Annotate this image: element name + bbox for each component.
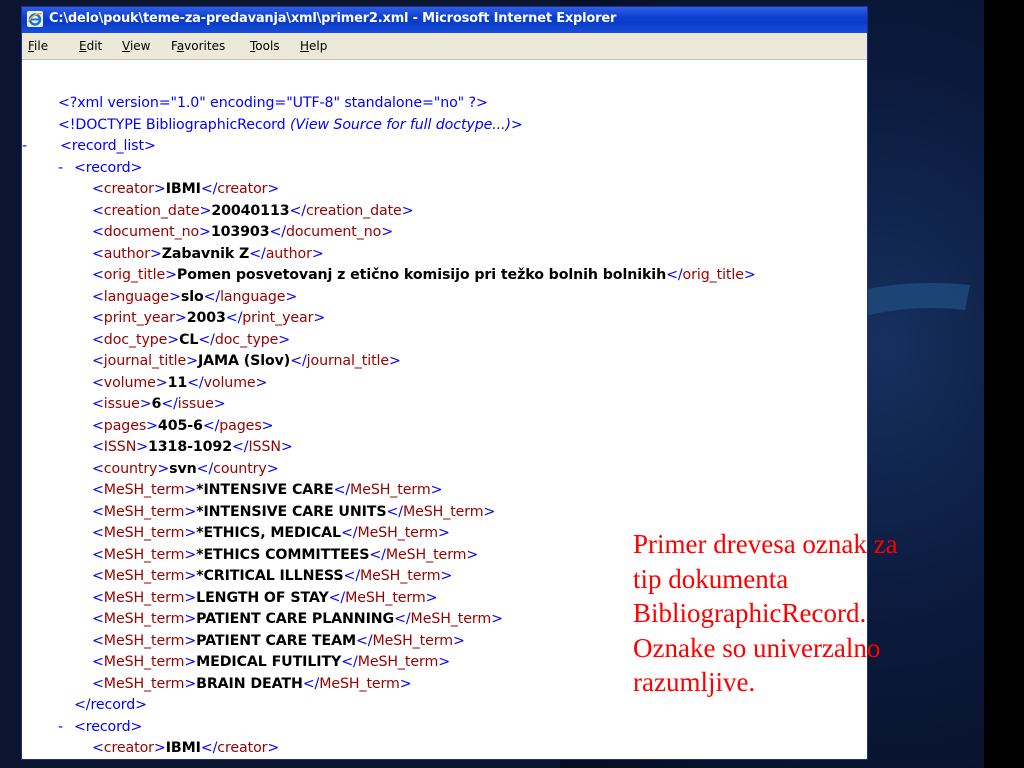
element-value: CL (179, 331, 199, 348)
xml-field-mesh-term: <MeSH_term>LENGTH OF STAY</MeSH_term> (92, 589, 438, 606)
element-value: PATIENT CARE TEAM (196, 632, 356, 649)
element-value: *ETHICS, MEDICAL (196, 525, 342, 541)
element-value: BRAIN DEATH (196, 675, 303, 692)
element-value: 2003 (186, 310, 226, 326)
collapse-toggle[interactable]: - (58, 159, 64, 176)
element-value: LENGTH OF STAY (196, 589, 329, 606)
xml-field-volume: <volume>11</volume> (92, 374, 268, 391)
menu-mnemonic: T (250, 39, 256, 53)
tag-name: orig_title (682, 267, 744, 283)
tag-name: creator (103, 740, 154, 756)
tag-name: orig_title (103, 267, 166, 283)
xml-field-doc-type: <doc_type>CL</doc_type> (92, 331, 291, 348)
tag-name: pages (103, 417, 147, 434)
tag-name: MeSH_term (319, 675, 400, 692)
caption-line: Oznake so univerzalno (633, 632, 881, 663)
window-title: C:\delo\pouk\teme-za-predavanja\xml\primer2.xml - Microsoft Internet Explorer (49, 11, 617, 26)
tag-name: print_year (103, 310, 175, 326)
element-value: 1318-1092 (148, 439, 232, 455)
tag-name: pages (219, 417, 262, 434)
tag-name: issue (177, 396, 214, 412)
tag-name: creation_date (305, 202, 402, 219)
tag-name: MeSH_term (103, 546, 185, 563)
element-value: Zabavnik Z (161, 245, 250, 262)
tag-name: volume (103, 374, 156, 391)
xml-field-mesh-term: <MeSH_term>MEDICAL FUTILITY</MeSH_term> (92, 654, 451, 670)
tag-name: MeSH_term (103, 525, 185, 541)
element-value: 11 (167, 374, 188, 391)
xml-field-creation-date: <creation_date>20040113</creation_date> (92, 202, 414, 219)
menu-item-tools[interactable]: Tools (250, 39, 280, 53)
xml-field-mesh-term: <MeSH_term>PATIENT CARE PLANNING</MeSH_term> (92, 611, 503, 627)
tag-name: doc_type (214, 331, 279, 348)
tag-name: MeSH_term (360, 568, 441, 584)
caption-line: razumljive. (633, 667, 756, 697)
menu-bar (22, 33, 867, 60)
xml-field-mesh-term: <MeSH_term>*ETHICS COMMITTEES</MeSH_term> (92, 546, 479, 563)
tag-name: MeSH_term (103, 503, 185, 520)
element-value: JAMA (Slov) (197, 353, 291, 369)
tag-name: creator (217, 740, 268, 756)
menu-mnemonic: F (28, 39, 35, 53)
element-value: IBMI (165, 740, 201, 756)
element-value: MEDICAL FUTILITY (196, 654, 342, 670)
menu-mnemonic: H (300, 39, 310, 53)
menu-item-favorites[interactable]: Favorites (171, 39, 226, 53)
tag-name: creator (103, 181, 154, 197)
tag-name: ISSN (248, 439, 281, 455)
tag-name: country (213, 460, 267, 477)
tag-name: creation_date (103, 202, 200, 219)
xml-field-print-year: <print_year>2003</print_year> (92, 310, 326, 326)
tag-name: MeSH_term (372, 632, 453, 649)
tag-name: MeSH_term (103, 632, 185, 649)
record-list-open[interactable]: <record_list> (60, 138, 156, 154)
xml-field-pages: <pages>405-6</pages> (92, 417, 274, 434)
tag-name: MeSH_term (345, 589, 426, 606)
tag-name: language (103, 288, 170, 305)
xml-field-mesh-term: <MeSH_term>*INTENSIVE CARE</MeSH_term> (92, 482, 443, 498)
element-value: 405-6 (157, 417, 203, 434)
element-value: 103903 (210, 224, 270, 240)
xml-doctype: <!DOCTYPE BibliographicRecord (View Source for full doctype...)> (58, 116, 523, 133)
menu-mnemonic: E (79, 39, 87, 53)
tag-name: MeSH_term (402, 503, 484, 520)
tag-name: document_no (285, 224, 382, 240)
tag-name: author (103, 245, 150, 262)
tag-name: creator (217, 181, 268, 197)
xml-field-issue: <issue>6</issue> (92, 396, 226, 412)
tag-name: MeSH_term (103, 589, 185, 606)
element-value: 6 (151, 396, 162, 412)
xml-field-language: <language>slo</language> (92, 288, 298, 305)
tag-name: MeSH_term (103, 654, 185, 670)
xml-field-journal-title: <journal_title>JAMA (Slov)</journal_title> (92, 353, 401, 369)
xml-field-country: <country>svn</country> (92, 460, 279, 477)
slide-caption (633, 527, 993, 700)
doctype-note: (View Source for full doctype...) (289, 116, 511, 133)
tag-name: print_year (242, 310, 314, 326)
collapse-toggle[interactable]: - (22, 138, 28, 154)
caption-line: BibliographicRecord. (633, 598, 867, 628)
element-value: *CRITICAL ILLNESS (196, 568, 344, 584)
tag-name: country (103, 460, 158, 477)
tag-name: journal_title (306, 353, 390, 369)
xml-field-orig-title: <orig_title>Pomen posvetovanj z etično komisijo pri težko bolnih bolnikih</orig_title> (92, 267, 756, 283)
caption-line: tip dokumenta (633, 563, 789, 594)
menu-item-edit[interactable]: Edit (79, 39, 103, 53)
tag-name: MeSH_term (357, 654, 439, 670)
window-titlebar[interactable] (22, 7, 867, 33)
element-value: *INTENSIVE CARE (196, 482, 334, 498)
xml-field-mesh-term: <MeSH_term>PATIENT CARE TEAM</MeSH_term> (92, 632, 465, 649)
xml-field-author: <author>Zabavnik Z</author> (92, 245, 324, 262)
xml-field-creator: <creator>IBMI</creator> (92, 181, 280, 197)
xml-field-issn: <ISSN>1318-1092</ISSN> (92, 439, 293, 455)
xml-field-mesh-term: <MeSH_term>*ETHICS, MEDICAL</MeSH_term> (92, 525, 450, 541)
collapse-toggle[interactable]: - (58, 718, 64, 735)
menu-item-view[interactable]: View (122, 39, 151, 53)
xml-declaration: <?xml version="1.0" encoding="UTF-8" standalone="no" ?> (58, 95, 488, 111)
record-open[interactable]: <record> (74, 718, 143, 735)
tag-name: MeSH_term (357, 525, 439, 541)
menu-item-file[interactable]: File (28, 39, 49, 53)
caption-line: Primer drevesa oznak za (633, 529, 898, 559)
element-value: *ETHICS COMMITTEES (196, 546, 370, 563)
tag-name: MeSH_term (103, 568, 185, 584)
tag-name: ISSN (103, 439, 137, 455)
element-value: slo (180, 288, 204, 305)
element-value: 20040113 (211, 202, 290, 219)
record-open[interactable]: <record> (74, 159, 143, 176)
record-close: </record> (74, 697, 147, 713)
tag-name: MeSH_term (410, 611, 492, 627)
tag-name: issue (103, 396, 140, 412)
xml-field-document-no: <document_no>103903</document_no> (92, 224, 393, 240)
tag-name: journal_title (103, 353, 187, 369)
tag-name: MeSH_term (385, 546, 467, 563)
tag-name: MeSH_term (103, 482, 185, 498)
xml-field-mesh-term: <MeSH_term>*INTENSIVE CARE UNITS</MeSH_term> (92, 503, 496, 520)
element-value: IBMI (165, 181, 201, 197)
tag-name: document_no (103, 224, 200, 240)
element-value: svn (169, 460, 197, 477)
element-value: PATIENT CARE PLANNING (196, 611, 395, 627)
menu-mnemonic: a (176, 39, 185, 53)
element-value: *INTENSIVE CARE UNITS (196, 503, 387, 520)
xml-field-mesh-term: <MeSH_term>*CRITICAL ILLNESS</MeSH_term> (92, 568, 453, 584)
menu-mnemonic: V (122, 39, 130, 53)
element-value: Pomen posvetovanj z etično komisijo pri težko bolnih bolnikih (176, 267, 667, 283)
tag-name: author (265, 245, 312, 262)
tag-name: doc_type (103, 331, 168, 348)
tag-name: volume (203, 374, 256, 391)
tag-name: MeSH_term (350, 482, 431, 498)
tag-name: MeSH_term (103, 675, 185, 692)
tag-name: MeSH_term (103, 611, 185, 627)
internet-explorer-icon (27, 11, 43, 27)
xml-field-creator: <creator>IBMI</creator> (92, 740, 280, 756)
menu-item-help[interactable]: Help (300, 39, 328, 53)
xml-field-mesh-term: <MeSH_term>BRAIN DEATH</MeSH_term> (92, 675, 412, 692)
tag-name: language (220, 288, 286, 305)
